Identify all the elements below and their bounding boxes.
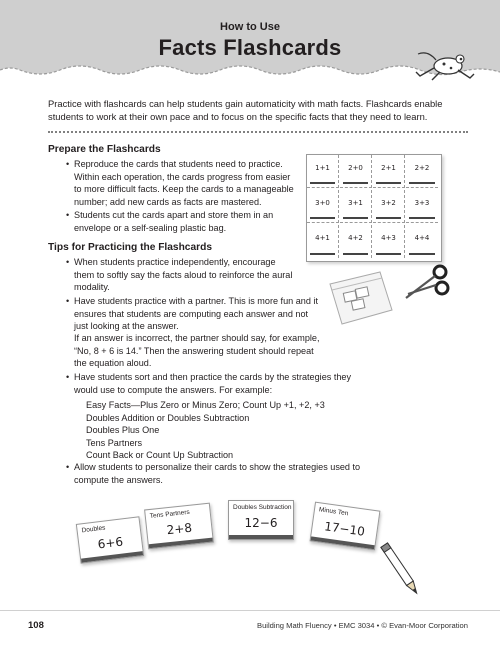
flashcard-fact: 3+1 — [348, 199, 363, 207]
prepare-item-1: • Reproduce the cards that students need to practice. Within each operation, the cards progress from easier to more difficult facts. Keep the cards to a manageable number; add new cards as facts are mastered. — [66, 159, 294, 207]
strategy-item: Doubles Addition or Doubles Subtraction — [86, 412, 250, 423]
flashcard-fact: 2+0 — [348, 164, 363, 172]
tips-item-2b: If an answer is incorrect, the partner should say, for example, “No, 8 + 6 is 14.” Then the answering student should repeat the equation aloud. — [74, 333, 320, 368]
strategy-card — [228, 500, 294, 540]
flashcard-fact: 4+2 — [348, 234, 363, 242]
plastic-bag-icon — [326, 270, 396, 326]
flashcard-fact: 4+3 — [381, 234, 396, 242]
bullet-icon: • — [66, 159, 70, 169]
flashcard-fact: 1+1 — [315, 164, 330, 172]
tips-item-4: • Allow students to personalize their cards to show the strategies used to compute the answers. — [66, 462, 361, 485]
pencil-icon — [378, 538, 424, 602]
intro-paragraph: Practice with flashcards can help students gain automaticity with math facts. Flashcards enable students to work at their own pace and to focus on the specific facts that they need to learn. — [48, 98, 443, 122]
prepare-item-2: • Students cut the cards apart and store them in an envelope or a self-sealing plastic bag. — [66, 210, 274, 233]
flashcard-fact: 4+1 — [315, 234, 330, 242]
flashcard-fact: 3+0 — [315, 199, 330, 207]
prepare-heading: Prepare the Flashcards — [48, 144, 161, 155]
strategy-card — [76, 516, 144, 564]
strategy-item: Tens Partners — [86, 437, 143, 448]
tips-item-1: • When students practice independently, encourage them to softly say the facts aloud to reinforce the aural modality. — [66, 257, 293, 292]
strategy-list — [86, 399, 406, 462]
page-subtitle: How to Use — [220, 21, 280, 33]
strategy-item: Doubles Plus One — [86, 425, 160, 435]
strategy-item: Easy Facts—Plus Zero or Minus Zero; Count Up +1, +2, +3 — [86, 400, 325, 410]
footer-divider — [0, 610, 500, 611]
card-equation: 6+6 — [96, 534, 124, 552]
flashcard-fact: 4+4 — [414, 234, 430, 242]
bullet-icon: • — [66, 372, 70, 382]
bullet-icon: • — [66, 296, 70, 306]
footer-credit: Building Math Fluency • EMC 3034 • © Evan-Moor Corporation — [257, 621, 468, 630]
tips-heading: Tips for Practicing the Flashcards — [48, 242, 212, 253]
dotted-divider — [48, 131, 468, 133]
tips-item-2: • Have students practice with a partner. This is more fun and it ensures that students are computing each answer and not just looking at the answer. — [66, 296, 318, 331]
strategy-card — [310, 502, 381, 551]
card-label: Doubles — [81, 524, 106, 535]
bullet-icon: • — [66, 462, 70, 472]
card-equation: 12−6 — [244, 516, 278, 530]
card-label: Tens Partners — [149, 508, 191, 520]
page-number: 108 — [28, 620, 44, 631]
bullet-icon: • — [66, 257, 70, 267]
bullet-icon: • — [66, 210, 70, 220]
flashcard-fact: 2+1 — [381, 164, 396, 172]
scissors-icon — [402, 262, 450, 304]
strategy-card — [144, 503, 214, 550]
card-equation: 2+8 — [165, 520, 193, 538]
card-equation: 17−10 — [323, 519, 366, 539]
tips-item-3: • Have students sort and then practice the cards by the strategies they would use to compute the answers. For example: — [66, 372, 352, 395]
card-label: Minus Ten — [318, 506, 349, 518]
flashcard-fact: 3+3 — [414, 199, 430, 207]
flashcard-sheet — [306, 154, 442, 262]
page-title: Facts Flashcards — [158, 35, 342, 60]
strategy-item: Count Back or Count Up Subtraction — [86, 450, 234, 460]
flashcard-fact: 3+2 — [381, 199, 396, 207]
card-label: Doubles Subtraction — [233, 504, 292, 511]
flashcard-fact: 2+2 — [414, 164, 430, 172]
